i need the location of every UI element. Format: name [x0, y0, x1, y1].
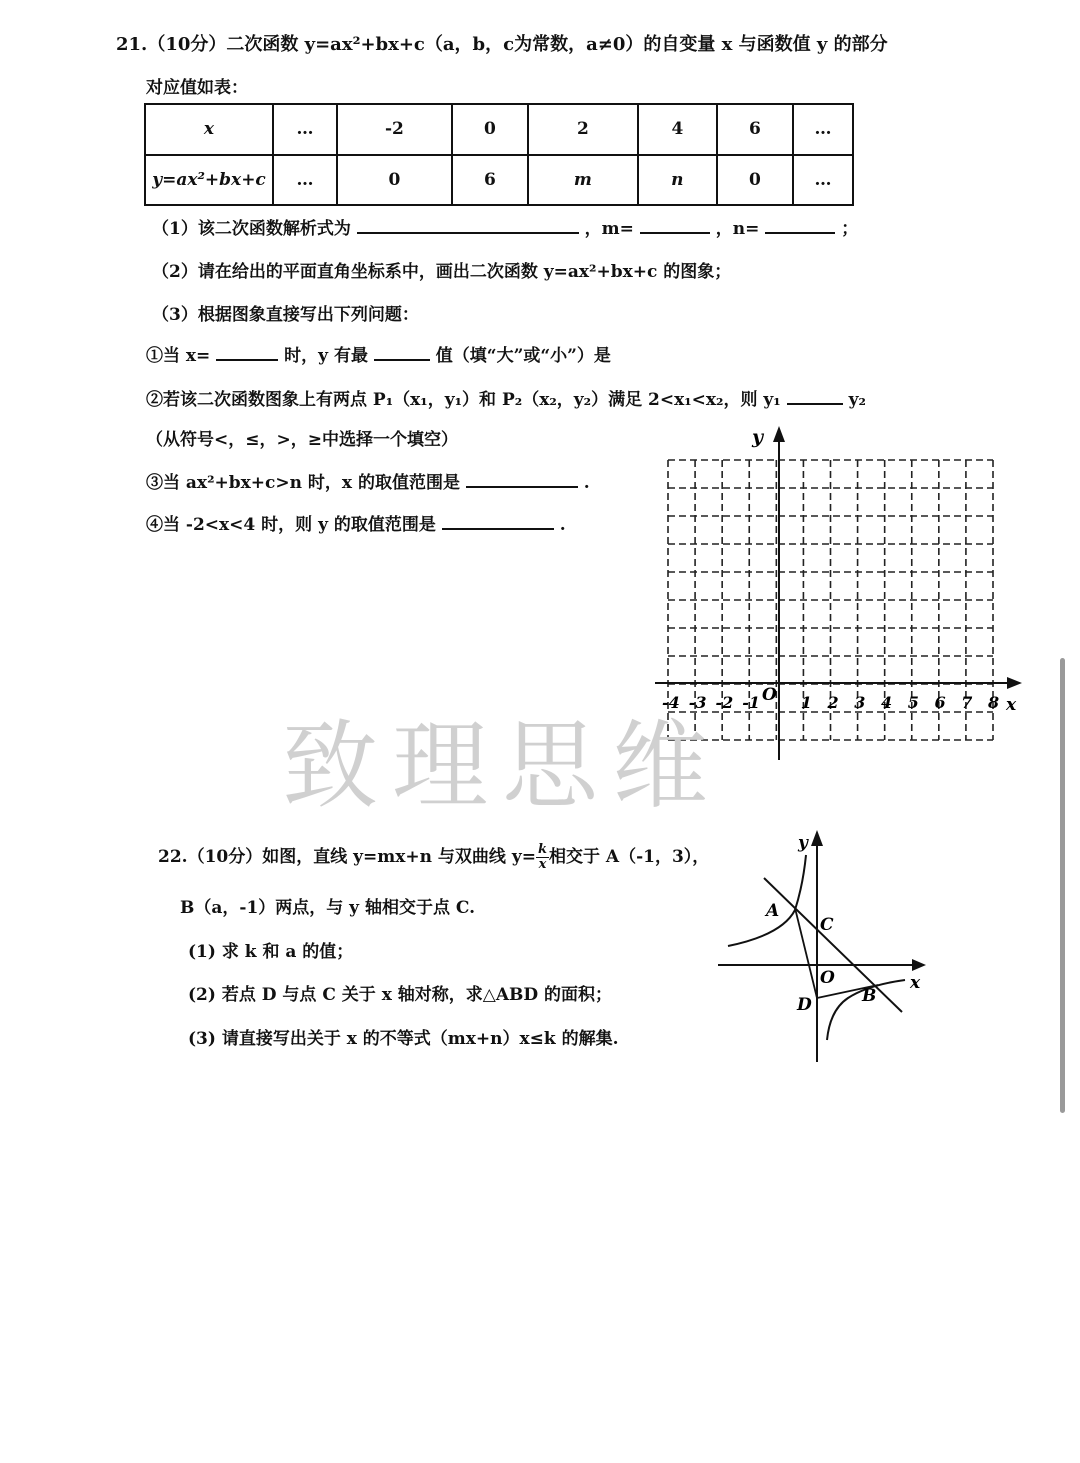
- grid-tick-label: -3: [688, 693, 707, 712]
- grid-tick-label: 8: [988, 693, 1000, 712]
- q21-header-continued: 对应值如表：: [146, 78, 248, 98]
- grid-origin-label: O: [762, 685, 777, 705]
- grid-x-label: x: [1006, 695, 1017, 715]
- table-cell: 6: [452, 155, 528, 206]
- grid-tick-label: 5: [907, 693, 919, 712]
- grid-tick-label: 6: [934, 693, 946, 712]
- grid-tick-label: -1: [742, 693, 761, 712]
- q22-header-b: 相交于 A（-1，3），: [548, 847, 710, 867]
- fig-label-x: x: [910, 973, 921, 993]
- q21-sub2-note: （从符号<，≤，>，≥中选择一个填空）: [146, 430, 458, 450]
- table-cell: -2: [337, 104, 452, 155]
- q22-part1: (1) 求 k 和 a 的值；: [188, 942, 354, 962]
- sub1-text-b: 时，y 有最: [284, 346, 368, 366]
- table-cell: …: [793, 155, 853, 206]
- fig-segment-ad: [795, 908, 817, 998]
- table-cell: …: [793, 104, 853, 155]
- q22-header-a: 22.（10分）如图，直线 y=mx+n 与双曲线 y=: [158, 847, 536, 867]
- q22-part3: (3) 请直接写出关于 x 的不等式（mx+n）x≤k 的解集.: [188, 1029, 619, 1049]
- fig-label-a: A: [766, 901, 780, 921]
- q22-line2: B（a，-1）两点，与 y 轴相交于点 C.: [180, 898, 476, 918]
- table-cell: 0: [452, 104, 528, 155]
- m-label: ，m=: [584, 219, 634, 239]
- q21-part3: （3）根据图象直接写出下列问题：: [152, 305, 419, 325]
- fraction-denominator: x: [538, 857, 547, 872]
- sub4-text: ④当 -2<x<4 时，则 y 的取值范围是: [146, 515, 436, 535]
- table-cell: 2: [528, 104, 638, 155]
- sub2-text-a: ②若该二次函数图象上有两点 P₁（x₁，y₁）和 P₂（x₂，y₂）满足 2<x₁<x₂，则 y₁: [146, 390, 781, 410]
- table-cell: 0: [717, 155, 793, 206]
- fig-label-c: C: [820, 915, 834, 935]
- table-cell: …: [273, 155, 337, 206]
- fig-line-mx-n: [764, 878, 902, 1012]
- fig-label-d: D: [797, 995, 812, 1015]
- q21-part2: （2）请在给出的平面直角坐标系中，画出二次函数 y=ax²+bx+c 的图象；: [152, 262, 732, 282]
- grid-tick-label: -4: [662, 693, 680, 712]
- grid-tick-label: 3: [854, 693, 866, 712]
- fraction-numerator: k: [537, 842, 547, 857]
- sub4-end: .: [559, 515, 566, 535]
- fig-label-b: B: [862, 986, 877, 1006]
- table-cell: …: [273, 104, 337, 155]
- grid-y-label: y: [752, 426, 764, 448]
- grid-tick-label: -2: [715, 693, 734, 712]
- table-cell: 4: [638, 104, 717, 155]
- part1-end: ；: [841, 219, 859, 239]
- n-label: ，n=: [715, 219, 760, 239]
- sub1-text-a: ①当 x=: [146, 346, 211, 366]
- table-cell: m: [528, 155, 638, 206]
- table-cell: x: [145, 104, 273, 155]
- grid-tick-label: 7: [961, 693, 973, 712]
- sub3-text: ③当 ax²+bx+c>n 时，x 的取值范围是: [146, 473, 460, 493]
- table-cell: n: [638, 155, 717, 206]
- grid-tick-label: 1: [800, 693, 812, 712]
- fig-label-y: y: [798, 833, 808, 853]
- scrollbar[interactable]: [1060, 658, 1065, 1113]
- grid-tick-label: 2: [827, 693, 839, 712]
- sub2-text-b: y₂: [848, 390, 866, 410]
- fig-x-arrow-icon: [912, 959, 926, 971]
- q21-header: 21.（10分）二次函数 y=ax²+bx+c（a，b，c为常数，a≠0）的自变量 x 与函数值 y 的部分: [116, 34, 888, 55]
- watermark: 致理思维: [282, 710, 722, 822]
- sub1-text-c: 值（填“大”或“小”）是: [435, 346, 611, 366]
- grid-tick-label: 4: [881, 693, 893, 712]
- sub3-end: .: [583, 473, 590, 493]
- table-cell: y=ax²+bx+c: [145, 155, 273, 206]
- fig-y-arrow-icon: [811, 830, 823, 846]
- table-cell: 6: [717, 104, 793, 155]
- part1-text: （1）该二次函数解析式为: [152, 219, 351, 239]
- table-cell: 0: [337, 155, 452, 206]
- q22-part2: (2) 若点 D 与点 C 关于 x 轴对称，求△ABD 的面积；: [188, 985, 613, 1005]
- fig-label-o: O: [820, 968, 835, 988]
